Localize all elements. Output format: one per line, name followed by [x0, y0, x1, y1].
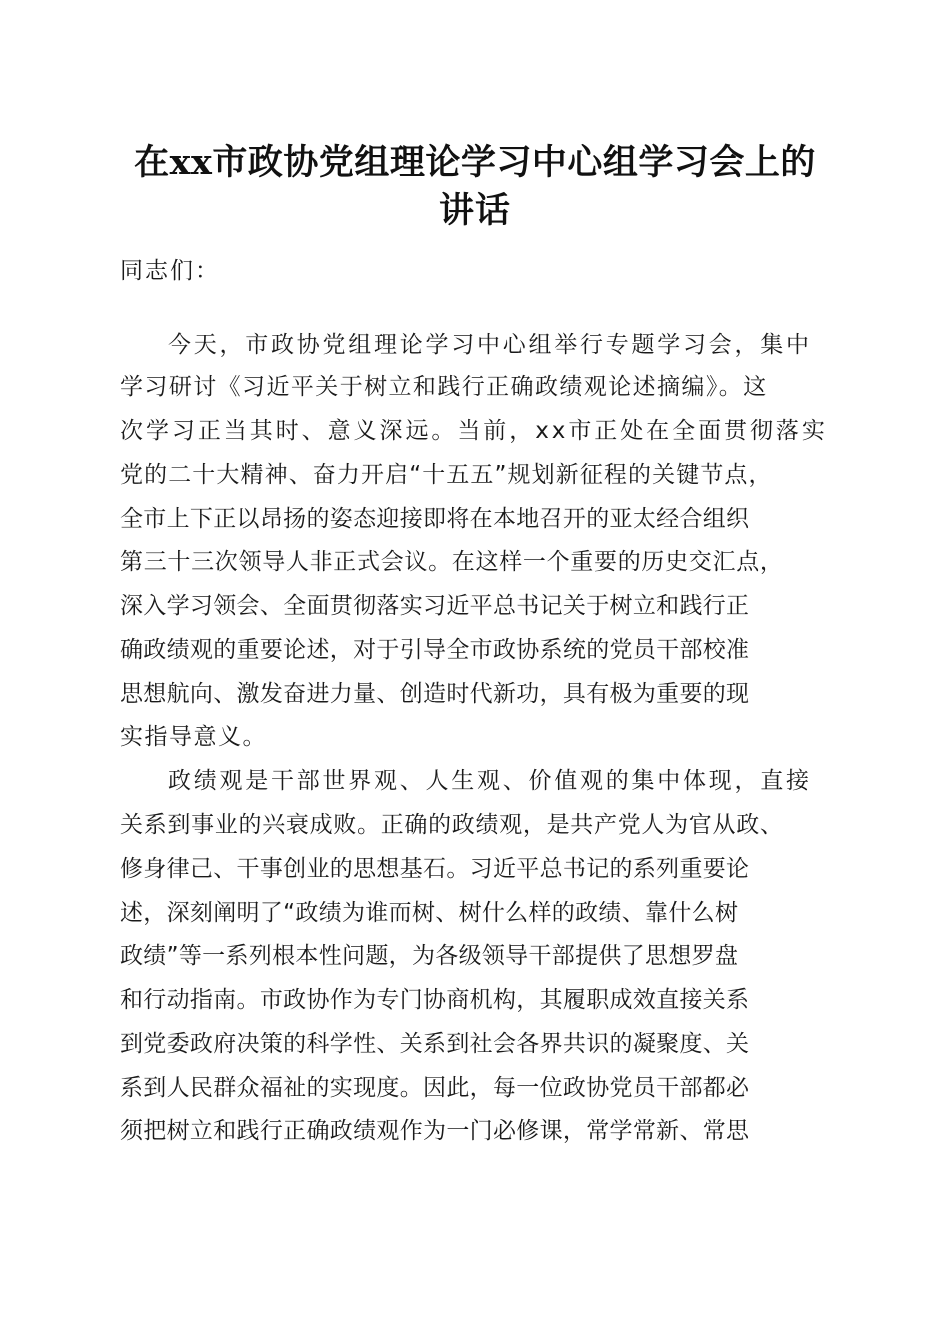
paragraph-2-line-6: 和行动指南。市政协作为专门协商机构，其履职成效直接关系: [120, 987, 750, 1013]
paragraph-1-line-8: 确政绩观的重要论述，对于引导全市政协系统的党员干部校准: [120, 637, 750, 663]
paragraph-1-line-10: 实指导意义。: [120, 724, 267, 750]
paragraph-2-line-9: 须把树立和践行正确政绩观作为一门必修课，常学常新、常思: [120, 1118, 750, 1144]
paragraph-2-line-1: 政绩观是干部世界观、人生观、价值观的集中体现，直接: [168, 768, 812, 794]
document-title-line-1: 在xx市政协党组理论学习中心组学习会上的: [134, 142, 816, 183]
paragraph-2-line-5: 政绩”等一系列根本性问题，为各级领导干部提供了思想罗盘: [120, 943, 739, 969]
paragraph-2-line-2: 关系到事业的兴衰成败。正确的政绩观，是共产党人为官从政、: [120, 812, 784, 838]
paragraph-1-line-7: 深入学习领会、全面贯彻落实习近平总书记关于树立和践行正: [120, 593, 750, 619]
paragraph-1-line-2: 学习研讨《习近平关于树立和践行正确政绩观论述摘编》。这: [120, 374, 768, 400]
paragraph-1-line-6: 第三十三次领导人非正式会议。在这样一个重要的历史交汇点，: [120, 549, 784, 575]
paragraph-1-line-3: 次学习正当其时、意义深远。当前，xx市正处在全面贯彻落实: [120, 418, 828, 444]
paragraph-2-line-7: 到党委政府决策的科学性、关系到社会各界共识的凝聚度、关: [120, 1031, 750, 1057]
paragraph-1-line-1: 今天，市政协党组理论学习中心组举行专题学习会，集中: [168, 332, 812, 358]
document-title-line-2: 讲话: [438, 190, 511, 231]
greeting: 同志们：: [120, 258, 220, 284]
paragraph-1-line-4: 党的二十大精神、奋力开启“十五五”规划新征程的关键节点，: [120, 462, 773, 488]
paragraph-1-line-9: 思想航向、激发奋进力量、创造时代新功，具有极为重要的现: [120, 681, 750, 707]
paragraph-2-line-3: 修身律己、干事创业的思想基石。习近平总书记的系列重要论: [120, 856, 750, 882]
paragraph-2-line-4: 述，深刻阐明了“政绩为谁而树、树什么样的政绩、靠什么树: [120, 900, 739, 926]
paragraph-1-line-5: 全市上下正以昂扬的姿态迎接即将在本地召开的亚太经合组织: [120, 506, 750, 532]
paragraph-2-line-8: 系到人民群众福祉的实现度。因此，每一位政协党员干部都必: [120, 1075, 750, 1101]
